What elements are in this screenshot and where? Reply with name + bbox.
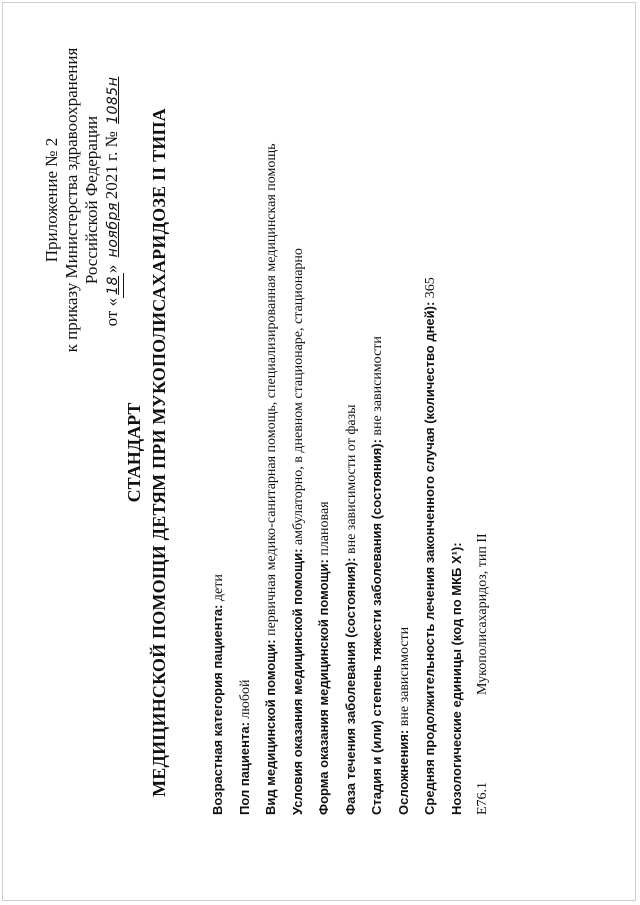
field-value: любой bbox=[237, 679, 253, 719]
field-disease-phase bbox=[338, 15, 365, 815]
field-label: Осложнения: bbox=[395, 729, 411, 815]
document-title: СТАНДАРТ bbox=[124, 402, 144, 503]
field-care-type bbox=[258, 15, 285, 815]
field-label: Возрастная категория пациента: bbox=[210, 604, 225, 815]
field-treatment-duration bbox=[417, 15, 444, 815]
field-value: дети bbox=[211, 574, 226, 602]
field-label: Фаза течения заболевания (состояния): bbox=[342, 557, 358, 815]
appendix-number: Приложение № 2 bbox=[42, 137, 61, 263]
appendix-order-ref: к приказу Министерства здравоохранения bbox=[62, 47, 81, 353]
field-value: вне зависимости bbox=[396, 626, 412, 727]
appendix-federation: Российской Федерации bbox=[82, 115, 101, 285]
field-disease-stage bbox=[364, 15, 391, 815]
field-value: плановая bbox=[317, 501, 332, 556]
field-care-form bbox=[311, 15, 338, 815]
field-label: Форма оказания медицинской помощи: bbox=[316, 559, 331, 815]
field-value: вне зависимости от фазы bbox=[343, 404, 359, 555]
field-sex bbox=[232, 15, 259, 815]
fields-list bbox=[205, 15, 497, 815]
field-value: 365 bbox=[423, 277, 438, 299]
field-complications bbox=[391, 15, 418, 815]
nosology-row bbox=[470, 15, 497, 815]
appendix-date-line bbox=[102, 10, 124, 390]
field-age-category bbox=[205, 15, 232, 815]
document-subtitle: МЕДИЦИНСКОЙ ПОМОЩИ ДЕТЯМ ПРИ МУКОПОЛИСАХАРИДОЗЕ II ТИПА bbox=[149, 108, 169, 797]
date-mid: » bbox=[102, 264, 121, 274]
field-value: амбулаторно, в дневном стационаре, стационарно bbox=[290, 248, 306, 546]
date-prefix: от « bbox=[102, 297, 121, 327]
field-label: Вид медицинской помощи: bbox=[263, 639, 278, 815]
field-label: Средняя продолжительность лечения законченного случая (количество дней): bbox=[422, 301, 437, 815]
field-care-conditions bbox=[285, 15, 312, 815]
field-nosology bbox=[444, 15, 471, 815]
handwritten-month: ноября bbox=[105, 202, 121, 258]
field-label: Пол пациента: bbox=[236, 722, 252, 815]
field-label: Стадия и (или) степень тяжести заболевания (состояния): bbox=[369, 439, 384, 815]
icd-code: E76.1 bbox=[475, 781, 490, 815]
appendix-block bbox=[42, 10, 124, 390]
icd-name: Мукополисахаридоз, тип II bbox=[475, 533, 490, 695]
field-value: вне зависимости bbox=[370, 336, 385, 436]
handwritten-order-number: 1085н bbox=[105, 76, 121, 124]
field-value: первичная медико-санитарная помощь, специализированная медицинская помощь bbox=[264, 143, 279, 636]
field-label: Условия оказания медицинской помощи: bbox=[289, 548, 305, 815]
field-label: Нозологические единицы (код по МКБ X¹): bbox=[448, 542, 464, 815]
handwritten-day: 18 bbox=[103, 273, 124, 298]
year-text: 2021 г. № bbox=[102, 131, 121, 200]
